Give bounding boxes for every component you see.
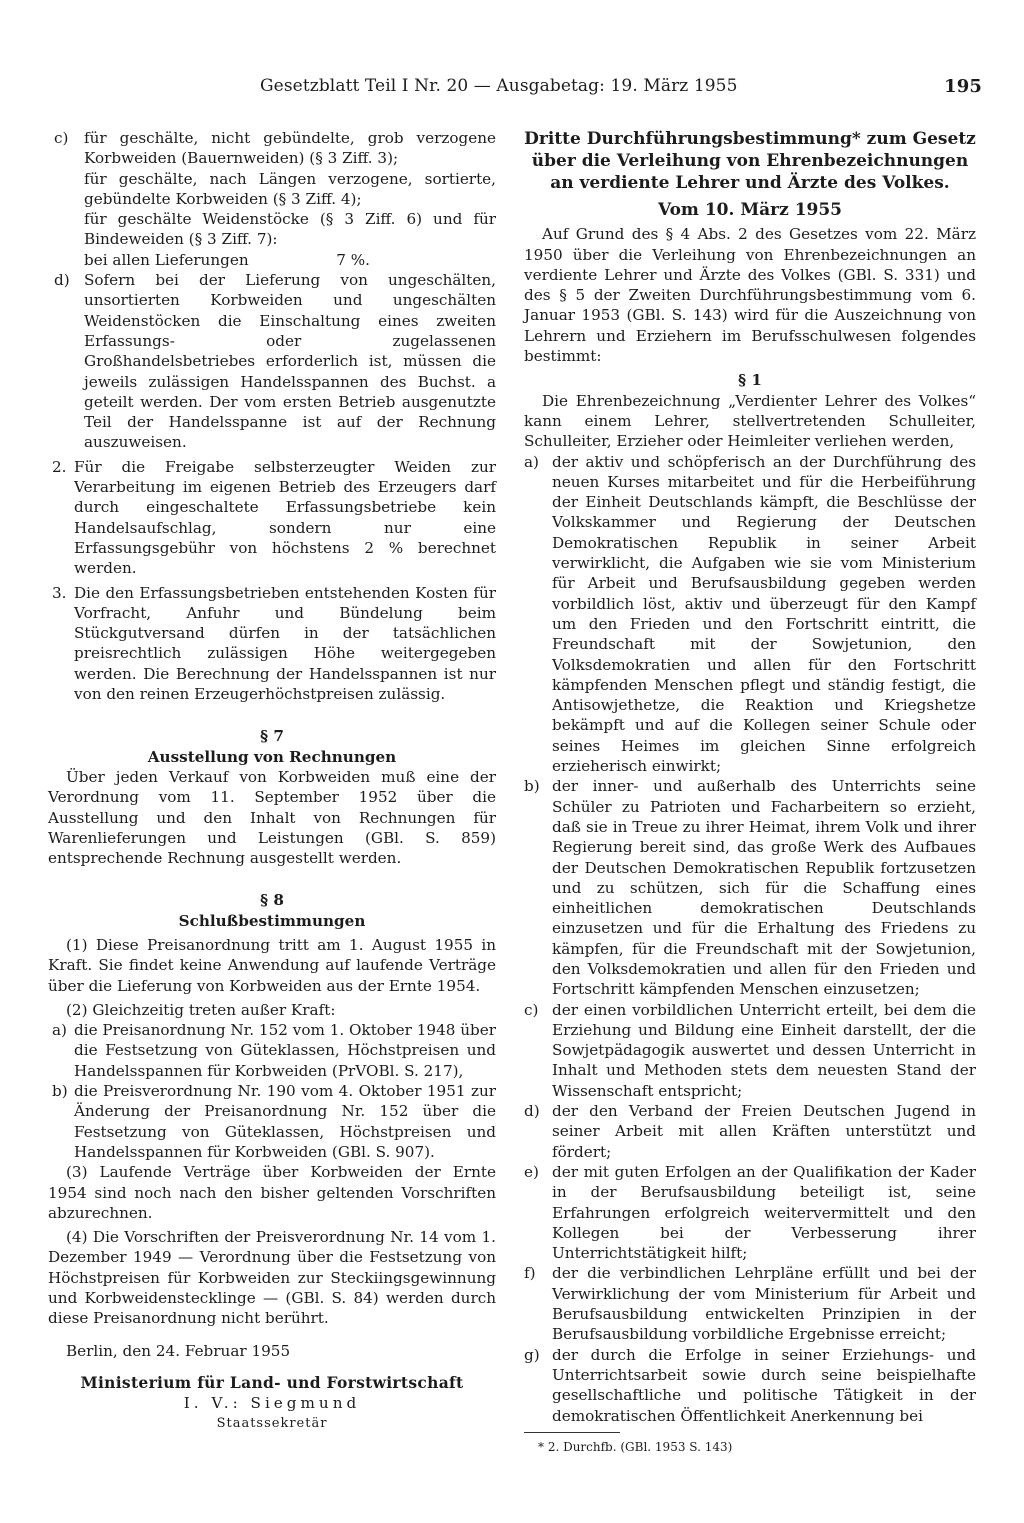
signer-name: I. V.: Siegmund [183, 1394, 361, 1413]
item-label: a) [52, 1021, 67, 1040]
signer-title: Staatssekretär [216, 1415, 328, 1431]
list-item [524, 452, 976, 777]
page-header [230, 76, 982, 100]
section-heading: Ausstellung von Rechnungen [147, 747, 397, 766]
rate-line [84, 250, 496, 270]
list-item [48, 128, 496, 270]
header-title: Gesetzblatt Teil I Nr. 20 — Ausgabetag: 19. März 1955 [260, 76, 738, 96]
ministry-name: Ministerium für Land- und Forstwirtschaft [80, 1372, 464, 1392]
item-text: der durch die Erfolge in seiner Erziehungs- und Unterrichtsarbeit sowie durch seine beispielhafte gesellschaftliche und politische Tätigkeit in der demokratischen Öffentlichkeit Anerkennung bei [552, 1345, 976, 1425]
paragraph: Über jeden Verkauf von Korbweiden muß eine der Verordnung vom 11. September 1952 über die Ausstellung und den Inhalt von Rechnungen für Warenlieferungen und Leistungen (GBl. S. 859) entsprechende Rechnung ausgestellt werden. [48, 767, 496, 868]
section-number: § 8 [260, 891, 284, 910]
page-number: 195 [944, 76, 982, 97]
list-item [48, 1020, 496, 1081]
decree-date: Vom 10. März 1955 [657, 200, 843, 220]
item-text: für geschälte, nach Längen verzogene, sortierte, gebündelte Korbweiden (§ 3 Ziff. 4); [84, 169, 496, 208]
list-item [524, 1263, 976, 1344]
item-text: der aktiv und schöpferisch an der Durchführung des neuen Kurses mitarbeitet und für die Herbeiführung der Einheit Deutschlands kämpft, die Beschlüsse der Volkskammer und Regierung der Deutschen Demokratischen Republik in seiner Arbeit verwirklicht, die Aufgaben wie sie vom Ministerium für Arbeit und Berufsausbildung gegeben werden vorbildlich löst, aktiv und überzeugt für den Kampf um den Frieden und den Fortschritt eintritt, die Freundschaft mit der Sowjetunion, den Volksdemokratien und allen für den Fortschritt kämpfenden Menschen pflegt und ständig festigt, die Antisowjethetze, die Reaktion und Kriegshetze bekämpft und auf die Kollegen seiner Schule oder seines Heimes im gleichen Sinne erfolgreich erzieherisch einwirkt; [552, 452, 976, 776]
item-label: c) [524, 1000, 539, 1019]
list-item [524, 1162, 976, 1263]
list-item [48, 1081, 496, 1162]
footnote: * 2. Durchfb. (GBl. 1953 S. 143) [538, 1439, 733, 1454]
item-label: b) [524, 777, 540, 796]
item-label: b) [52, 1082, 68, 1101]
item-text: Sofern bei der Lieferung von ungeschälten, unsortierten Korbweiden und ungeschälten Weidenstöcken die Einschaltung eines zweiten Erfassungs- oder zugelassenen Großhandelsbetriebes erforderlich ist, müssen die jeweils zulässigen Handelsspannen des Buchst. a geteilt werden. Der vom ersten Betrieb ausgenutzte Teil der Handelsspanne ist auf der Rechnung auszuweisen. [84, 271, 496, 452]
preamble: Auf Grund des § 4 Abs. 2 des Gesetzes vom 22. März 1950 über die Verleihung von Ehrenbezeichnungen an verdiente Lehrer und Ärzte des Volkes (GBl. S. 331) und des § 5 der Zweiten Durchführungsbestimmung vom 6. Januar 1953 (GBl. S. 143) wird für die Auszeichnung von Lehrern und Erziehern im Berufsschulwesen folgendes bestimmt: [524, 225, 976, 366]
item-label: c) [54, 129, 69, 147]
list-item [48, 583, 496, 705]
decree-title: Dritte Durchführungsbestimmung* zum Gesetz über die Verleihung von Ehrenbezeichnungen an verdiente Lehrer und Ärzte des Volkes. [524, 129, 976, 193]
paragraph: Die Ehrenbezeichnung „Verdienter Lehrer des Volkes“ kann einem Lehrer, stellvertretenden Schulleiter, Schulleiter, Erzieher oder Heimleiter verliehen werden, [524, 391, 976, 451]
list-item [524, 1000, 976, 1101]
section-heading: Schlußbestimmungen [178, 911, 366, 930]
rate-value: 7 %. [336, 250, 370, 269]
item-text: der einen vorbildlichen Unterricht erteilt, bei dem die Erziehung und Bildung eine Einheit darstellt, der die Sowjetpädagogik auswertet und dessen Unterricht in Inhalt und Methoden stets dem neuesten Stand der Wissenschaft entspricht; [552, 1000, 976, 1100]
item-label: a) [524, 452, 539, 471]
paragraph: (1) Diese Preisanordnung tritt am 1. August 1955 in Kraft. Sie findet keine Anwendung auf laufende Verträge über die Lieferung von Korbweiden aus der Ernte 1954. [48, 935, 496, 995]
item-text: die Preisverordnung Nr. 190 vom 4. Oktober 1951 zur Änderung der Preisanordnung Nr. 152 über die Festsetzung von Güteklassen, Höchstpreisen und Handelsspannen für Korbweiden (GBl. S. 907). [74, 1082, 496, 1161]
section-number: § 7 [260, 727, 284, 746]
item-text: der mit guten Erfolgen an der Qualifikation der Kader in der Berufsausbildung beteiligt ist, seine Erfahrungen erfolgreich weitervermittelt und den Kollegen bei der Verbesserung ihrer Unterrichtstätigkeit hilft; [552, 1162, 976, 1263]
item-label: d) [524, 1102, 540, 1121]
paragraph: (3) Laufende Verträge über Korbweiden der Ernte 1954 sind noch nach den bisher geltenden Vorschriften abzurechnen. [48, 1163, 496, 1222]
item-text: Die den Erfassungsbetrieben entstehenden Kosten für Vorfracht, Anfuhr und Bündelung beim Stückgutversand dürfen in der tatsächlichen preisrechtlich zulässigen Höhe weitergegeben werden. Die Berechnung der Handelsspannen ist nur von den reinen Erzeugerhöchstpreisen zulässig. [74, 583, 496, 704]
list-item [48, 457, 496, 579]
item-label: e) [524, 1162, 539, 1181]
list-item [48, 270, 496, 453]
item-text: für geschälte, nicht gebündelte, grob verzogene Korbweiden (Bauernweiden) (§ 3 Ziff. 3); [84, 129, 496, 168]
rate-label: bei allen Lieferungen [84, 250, 249, 269]
item-text: für geschälte Weidenstöcke (§ 3 Ziff. 6) und für Bindeweiden (§ 3 Ziff. 7): [84, 210, 496, 249]
list-item [524, 1345, 976, 1426]
list-item [524, 776, 976, 999]
item-text: Für die Freigabe selbsterzeugter Weiden zur Verarbeitung im eigenen Betrieb des Erzeugers darf durch eingeschaltete Erfassungsbetriebe kein Handelsaufschlag, sondern nur eine Erfassungsgebühr von höchstens 2 % berechnet werden. [74, 457, 496, 578]
list-item [524, 1101, 976, 1162]
item-label: 3. [52, 583, 67, 602]
item-label: 2. [52, 457, 67, 476]
item-text: die Preisanordnung Nr. 152 vom 1. Oktober 1948 über die Festsetzung von Güteklassen, Höchstpreisen und Handelsspannen für Korbweiden (PrVOBl. S. 217), [74, 1021, 496, 1080]
paragraph: (4) Die Vorschriften der Preisverordnung Nr. 14 vom 1. Dezember 1949 — Verordnung über die Festsetzung von Höchstpreisen für Korbweiden zur Steckiingsgewinnung und Korbweidenstecklinge — (GBl. S. 84) werden durch diese Preisanordnung nicht berührt. [48, 1228, 496, 1328]
item-text: der die verbindlichen Lehrpläne erfüllt und bei der Verwirklichung der vom Ministerium für Arbeit und Berufsausbildung entwickelten Prinzipien in der Berufsausbildung vorbildliche Ergebnisse erreicht; [552, 1264, 976, 1344]
paragraph: (2) Gleichzeitig treten außer Kraft: [66, 1000, 336, 1019]
section-number: § 1 [738, 371, 762, 390]
item-label: g) [524, 1345, 540, 1364]
item-text: der den Verband der Freien Deutschen Jugend in seiner Arbeit mit allen Kräften unterstützt und fördert; [552, 1102, 976, 1161]
left-column [48, 128, 496, 1434]
right-column [524, 128, 976, 1457]
item-text: der inner- und außerhalb des Unterrichts seine Schüler zu Patrioten und Facharbeitern so erzieht, daß sie in Treue zu ihrer Heimat, ihrem Volk und ihrer Regierung bereit sind, das große Werk des Aufbaues der Deutschen Demokratischen Republik fortzusetzen und zu schützen, sich für die Schaffung eines einheitlichen demokratischen Deutschlands einzusetzen und für die Erhaltung des Friedens zu kämpfen, für die Freundschaft mit der Sowjetunion, den Volksdemokratien und allen für den Frieden und Fortschritt kämpfenden Menschen einzusetzen; [552, 777, 976, 999]
item-label: d) [54, 271, 70, 290]
item-label: f) [524, 1264, 536, 1283]
place-date: Berlin, den 24. Februar 1955 [66, 1341, 291, 1360]
footnote-divider [524, 1432, 620, 1433]
